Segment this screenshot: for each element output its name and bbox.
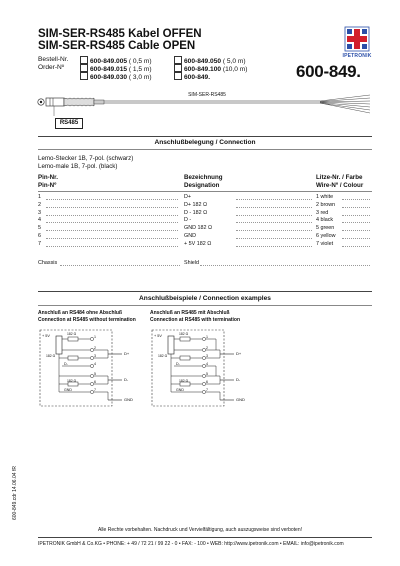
label-182-ohm: 182 Ω	[67, 332, 77, 336]
col-desc-en: Designation	[184, 182, 220, 189]
dot-leader	[236, 238, 312, 239]
wire-colour: 5 green	[316, 225, 335, 232]
col-wire-de: Litze-Nr. / Farbe	[316, 174, 363, 181]
svg-text:3: 3	[206, 354, 208, 358]
label-gnd: GND	[124, 397, 133, 402]
divider	[38, 537, 372, 538]
logo-text: IPETRONIK	[342, 53, 372, 59]
pin-number: 4	[38, 217, 41, 224]
svg-text:1: 1	[206, 335, 208, 339]
order-option[interactable]: 600-849.015 ( 1,5 m)	[80, 64, 152, 74]
checkbox-icon[interactable]	[174, 56, 182, 64]
svg-text:4: 4	[94, 362, 96, 366]
wire-colour: 6 yellow	[316, 233, 336, 239]
dot-leader	[236, 215, 312, 216]
title-en: SIM-SER-RS485 Cable OPEN	[38, 40, 196, 52]
pin-designation: GND 182 Ω	[184, 225, 212, 232]
col-desc-de: Bezeichnung	[184, 174, 223, 181]
svg-text:3: 3	[94, 354, 96, 358]
label-5v: + 5V	[42, 334, 50, 338]
order-label-en: Order-Nº	[38, 64, 65, 71]
dot-leader	[46, 215, 178, 216]
order-label-de: Bestell-Nr.	[38, 56, 69, 63]
label-182-ohm: 182 Ω	[179, 332, 189, 336]
pin-designation: D - 182 Ω	[184, 209, 208, 216]
example-left-title-de: Anschluß an RS484 ohne Abschluß	[38, 310, 122, 316]
pin-designation: D -	[184, 217, 192, 224]
dot-leader	[46, 207, 178, 208]
dot-leader	[342, 207, 370, 208]
cable-drawing	[34, 92, 374, 118]
checkbox-icon[interactable]	[174, 72, 182, 80]
wire-colour: 1 white	[316, 194, 334, 200]
label-d-plus: D+	[236, 351, 242, 356]
svg-text:7: 7	[94, 388, 96, 392]
divider	[38, 291, 372, 292]
checkbox-icon[interactable]	[80, 64, 88, 72]
order-option[interactable]: 600-849.	[174, 72, 210, 82]
wire-colour: 2 brown	[316, 201, 336, 208]
label-gnd: GND	[64, 388, 72, 392]
chassis-label: Chassis	[38, 260, 58, 266]
dot-leader	[342, 222, 370, 223]
pin-number: 3	[38, 209, 41, 216]
pin-number: 1	[38, 194, 41, 200]
order-prefix: 600-849.	[296, 62, 361, 81]
svg-text:2: 2	[206, 346, 208, 350]
dot-leader	[46, 238, 178, 239]
dot-leader	[46, 230, 178, 231]
dot-leader	[342, 238, 370, 239]
ipetronik-logo	[340, 26, 374, 62]
checkbox-icon[interactable]	[80, 72, 88, 80]
dot-leader	[200, 265, 370, 266]
order-option[interactable]: 600-849.005 ( 0,5 m)	[80, 56, 152, 66]
pin-number: 2	[38, 201, 41, 208]
svg-text:6: 6	[94, 380, 96, 384]
svg-text:5: 5	[94, 372, 96, 376]
dot-leader	[236, 230, 312, 231]
example-right-title-en: Connection at RS485 with termination	[150, 317, 241, 323]
order-option[interactable]: 600-849.030 ( 3,0 m)	[80, 72, 152, 82]
examples-section-title: Anschlußbeispiele / Connection examples	[139, 295, 271, 302]
pin-designation: GND	[184, 233, 196, 239]
dot-leader	[46, 222, 178, 223]
dot-leader	[236, 207, 312, 208]
pin-designation: + 5V 182 Ω	[184, 240, 212, 247]
dot-leader	[342, 215, 370, 216]
document-code: 600-849.cdr 14.06.04 fR	[12, 466, 18, 520]
pin-number: 6	[38, 233, 41, 239]
label-182-ohm: 182 Ω	[179, 379, 189, 383]
label-gnd: GND	[236, 397, 245, 402]
divider	[38, 136, 372, 137]
label-gnd: GND	[176, 388, 184, 392]
wire-colour: 3 red	[316, 209, 329, 216]
svg-text:4: 4	[206, 362, 208, 366]
dot-leader	[342, 230, 370, 231]
checkbox-icon[interactable]	[174, 64, 182, 72]
connector-de: Lemo-Stecker 1B, 7-pol. (schwarz)	[38, 155, 134, 162]
pin-designation: D+	[184, 194, 192, 200]
checkbox-icon[interactable]	[80, 56, 88, 64]
schematic-with-termination	[150, 326, 258, 412]
example-right-title-de: Anschluß an RS485 mit Abschluß	[150, 310, 230, 316]
assignment-section-title: Anschlußbelegung / Connection	[154, 139, 256, 146]
col-pin-de: Pin-Nr.	[38, 174, 58, 181]
svg-text:7: 7	[206, 388, 208, 392]
dot-leader	[46, 199, 178, 200]
label-d-minus: D-	[64, 362, 68, 366]
label-d-minus: D-	[236, 377, 241, 382]
svg-text:5: 5	[206, 372, 208, 376]
svg-text:1: 1	[94, 335, 96, 339]
dot-leader	[236, 246, 312, 247]
wire-colour: 7 violet	[316, 240, 334, 247]
pin-number: 5	[38, 225, 41, 232]
dot-leader	[60, 265, 180, 266]
label-d-plus: D+	[124, 351, 130, 356]
order-option[interactable]: 600-849.050 ( 5,0 m)	[174, 56, 246, 66]
label-5v: + 5V	[154, 334, 162, 338]
rs485-label-box: RS485	[55, 118, 83, 129]
col-wire-en: Wire-Nº / Colour	[316, 182, 364, 189]
divider	[38, 149, 372, 150]
svg-text:2: 2	[94, 346, 96, 350]
label-182-ohm: 182 Ω	[67, 379, 77, 383]
footer-rights: Alle Rechte vorbehalten. Nachdruck und Vervielfältigung, auch auszugsweise sind verboten!	[97, 527, 302, 533]
dot-leader	[342, 246, 370, 247]
order-option[interactable]: 600-849.100 (10,0 m)	[174, 64, 247, 74]
schematic-without-termination	[38, 326, 146, 412]
col-pin-en: Pin-Nº	[38, 182, 57, 189]
dot-leader	[46, 246, 178, 247]
label-182-ohm: 182 Ω	[46, 354, 56, 358]
example-left-title-en: Connection at RS485 without termination	[38, 317, 136, 323]
dot-leader	[236, 222, 312, 223]
divider	[38, 305, 372, 306]
wire-colour: 4 black	[316, 217, 334, 224]
divider	[38, 191, 372, 192]
svg-text:6: 6	[206, 380, 208, 384]
title-de: SIM-SER-RS485 Kabel OFFEN	[38, 28, 202, 40]
dot-leader	[236, 199, 312, 200]
label-d-minus: D-	[124, 377, 129, 382]
dot-leader	[342, 199, 370, 200]
label-182-ohm: 182 Ω	[158, 354, 168, 358]
chassis-desc: Shield	[184, 260, 199, 266]
pin-designation: D+ 182 Ω	[184, 201, 208, 208]
connector-en: Lemo-male 1B, 7-pol. (black)	[38, 163, 118, 170]
cable-label: SIM-SER-RS485	[188, 92, 226, 98]
label-d-minus: D-	[176, 362, 180, 366]
footer-contact: IPETRONIK GmbH & Co.KG • PHONE: + 49 / 72 21 / 99 22 - 0 • FAX: - 100 • WEB: http://www.ipetronik.com • EMAIL: info@ipetronik.com	[38, 541, 344, 547]
pin-number: 7	[38, 240, 41, 247]
